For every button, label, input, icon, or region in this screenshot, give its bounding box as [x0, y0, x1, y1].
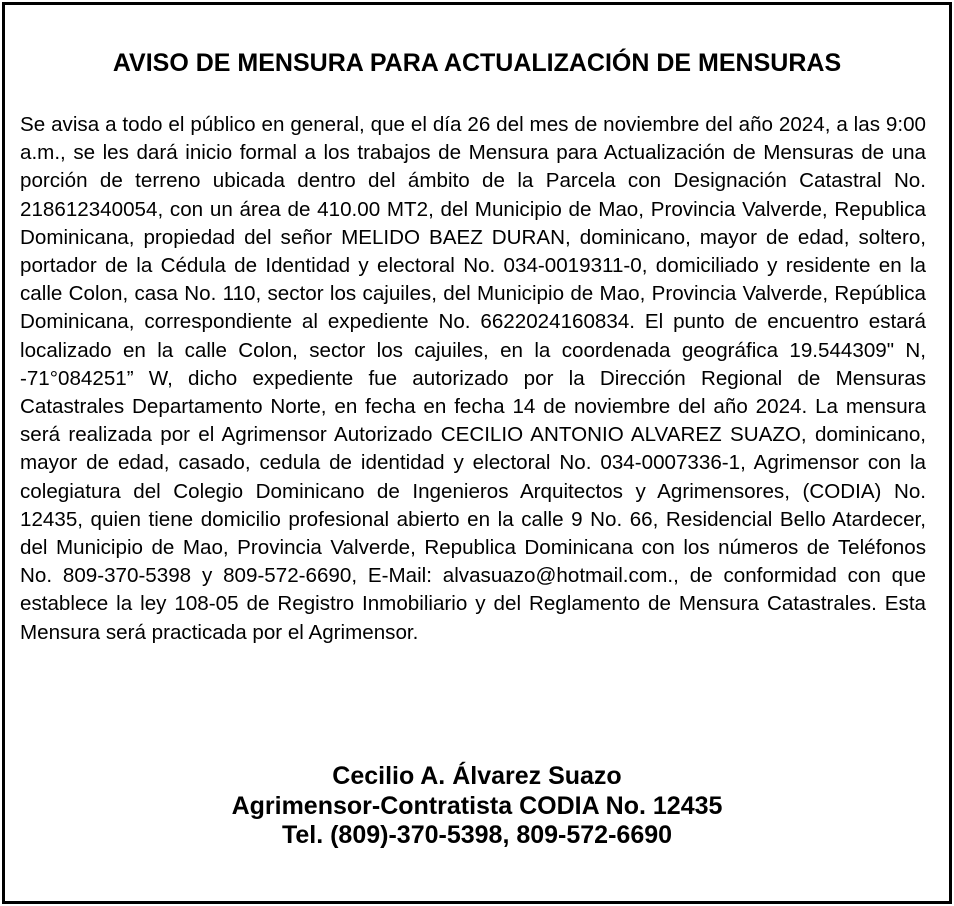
notice-body: Se avisa a todo el público en general, que el día 26 del mes de noviembre del año 2024, a las 9:00 a.m., se les dará inicio formal a los trabajos de Mensura para Actualización de Mensuras de una porción de terreno ubicada dentro del ámbito de la Parcela con Designación Catastral No. 218612340054, con un área de 410.00 MT2, del Municipio de Mao, Provincia Valverde, Republica Dominicana, propiedad del señor MELIDO BAEZ DURAN, dominicano, mayor de edad, soltero, portador de la Cédula de Identidad y electoral No. 034-0019311-0, domiciliado y residente en la calle Colon, casa No. 110, sector los cajuiles, del Municipio de Mao, Provincia Valverde, República Dominicana, correspondiente al expediente No. 6622024160834. El punto de encuentro estará localizado en la calle Colon, sector los cajuiles, en la coordenada geográfica 19.544309" N, -71°084251” W, dicho expediente fue autorizado por la Dirección Regional de Mensuras Catastrales Departamento Norte, en fecha en fecha 14 de noviembre del año 2024. La mensura será realizada por el Agrimensor Autorizado CECILIO ANTONIO ALVAREZ SUAZO, dominicano, mayor de edad, casado, cedula de identidad y electoral No. 034-0007336-1, Agrimensor con la colegiatura del Colegio Dominicano de Ingenieros Arquitectos y Agrimensores, (CODIA) No. 12435, quien tiene domicilio profesional abierto en la calle 9 No. 66, Residencial Bello Atardecer, del Municipio de Mao, Provincia Valverde, Republica Dominicana con los números de Teléfonos No. 809-370-5398 y 809-572-6690, E-Mail: alvasuazo@hotmail.com., de conformidad con que establece la ley 108-05 de Registro Inmobiliario y del Reglamento de Mensura Catastrales. Esta Mensura será practicada por el Agrimensor. [20, 113, 926, 644]
notice-title: AVISO DE MENSURA PARA ACTUALIZACIÓN DE MENSURAS [112, 49, 842, 77]
signature-phones: Tel. (809)-370-5398, 809-572-6690 [281, 821, 673, 849]
signature-role: Agrimensor-Contratista CODIA No. 12435 [231, 791, 723, 820]
signature-name: Cecilio A. Álvarez Suazo [332, 762, 622, 790]
signature-block [0, 762, 954, 851]
